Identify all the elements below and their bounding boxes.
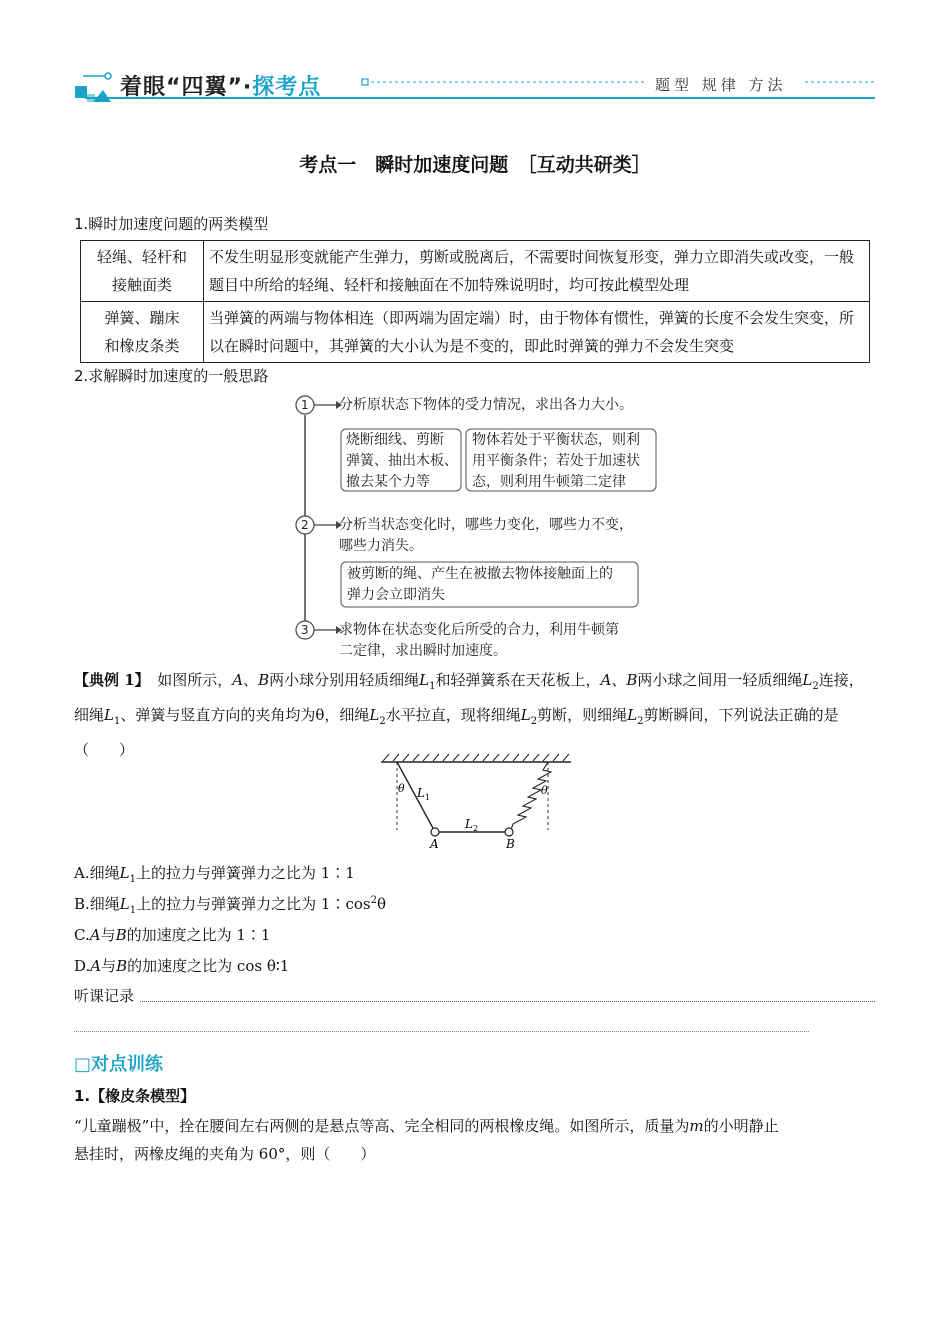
option-d[interactable]: D.A与B的加速度之比为 cos θ∶1 (74, 957, 290, 975)
step2-number: 2 (301, 518, 309, 532)
ball-a-label: A (430, 837, 439, 851)
notes-label: 听课记录 (74, 987, 135, 1005)
model-kind: 轻绳、轻杆和 接触面类 (81, 241, 204, 302)
theta-left-label: θ (398, 782, 405, 795)
ball-b-label: B (506, 837, 515, 851)
option-c[interactable]: C.A与B的加速度之比为 1∶1 (74, 926, 271, 944)
step3-text: 求物体在状态变化后所受的合力，利用牛顿第 二定律，求出瞬时加速度。 (339, 622, 619, 659)
step2-text: 分析当状态变化时，哪些力变化，哪些力不变， 哪些力消失。 (339, 517, 633, 554)
model-desc: 不发生明显形变就能产生弹力，剪断或脱离后，不需要时间恢复形变，弹力立即消失或改变，一般题目中所给的轻绳、轻杆和接触面在不加特殊说明时，均可按此模型处理 (204, 241, 870, 302)
notes-blank-line[interactable] (140, 1001, 875, 1002)
l1-label: L (417, 786, 425, 800)
step3-number: 3 (301, 623, 309, 637)
header-tags: 题型 规律 方法 (655, 76, 787, 94)
physics-figure (375, 752, 575, 852)
example-question: 【典例 1】 如图所示，A、B两小球分别用轻质细绳$L_1$和轻弹簧系在天花板上，A、B两小球之间用一轻质细绳$L_2$连接，细绳$L_1$、弹簧与竖直方向的夹角均为θ，细绳$L_2$水平拉直，现将细绳$L_2$剪断，则细绳$L_2$剪断瞬间，下列说法正确的是（ ） (74, 671, 864, 759)
l1-sub: 1 (425, 793, 431, 802)
table-row (81, 241, 870, 302)
q1-text: “儿童蹦极”中，拴在腰间左右两侧的是悬点等高、完全相同的两根橡皮绳。如图所示，质量为m的小明静止 悬挂时，两橡皮绳的夹角为 60°，则（ ） (74, 1117, 779, 1163)
model-desc: 当弹簧的两端与物体相连（即两端为固定端）时，由于物体有惯性，弹簧的长度不会发生突变，所以在瞬时问题中，其弹簧的大小认为是不变的，即此时弹簧的弹力不会发生突变 (204, 302, 870, 363)
option-a[interactable]: A.细绳$L_1$上的拉力与弹簧弹力之比为 1∶1 (74, 864, 355, 885)
model-kind: 弹簧、蹦床 和橡皮条类 (81, 302, 204, 363)
box-b: 物体若处于平衡状态，则利 用平衡条件；若处于加速状 态，则利用牛顿第二定律 (472, 432, 640, 490)
step1-number: 1 (301, 398, 309, 412)
part1-heading: 1.瞬时加速度问题的两类模型 (74, 215, 269, 233)
box-a: 烧断细线、剪断 弹簧、抽出木板、 撤去某个力等 (346, 432, 458, 490)
models-table (80, 240, 870, 363)
q1-heading: 1.【橡皮条模型】 (74, 1087, 196, 1105)
step1-text: 分析原状态下物体的受力情况，求出各力大小。 (339, 397, 633, 413)
section-title: 考点一 瞬时加速度问题 ［互动共研类］ (299, 154, 651, 176)
table-row (81, 302, 870, 363)
l2-label: L (465, 817, 473, 831)
box-c: 被剪断的绳、产生在被撤去物体接触面上的 弹力会立即消失 (347, 566, 613, 603)
l2-sub: 2 (473, 824, 479, 833)
theta-right-label: θ (541, 784, 548, 797)
header-title: 着眼“四翼”·探考点 (120, 75, 322, 100)
section-separator (74, 1031, 809, 1032)
option-b[interactable]: B.细绳$L_1$上的拉力与弹簧弹力之比为 $1∶\cos^2\theta$ (74, 895, 386, 916)
part2-heading: 2.求解瞬时加速度的一般思路 (74, 367, 269, 385)
training-title: □对点训练 (74, 1054, 164, 1075)
